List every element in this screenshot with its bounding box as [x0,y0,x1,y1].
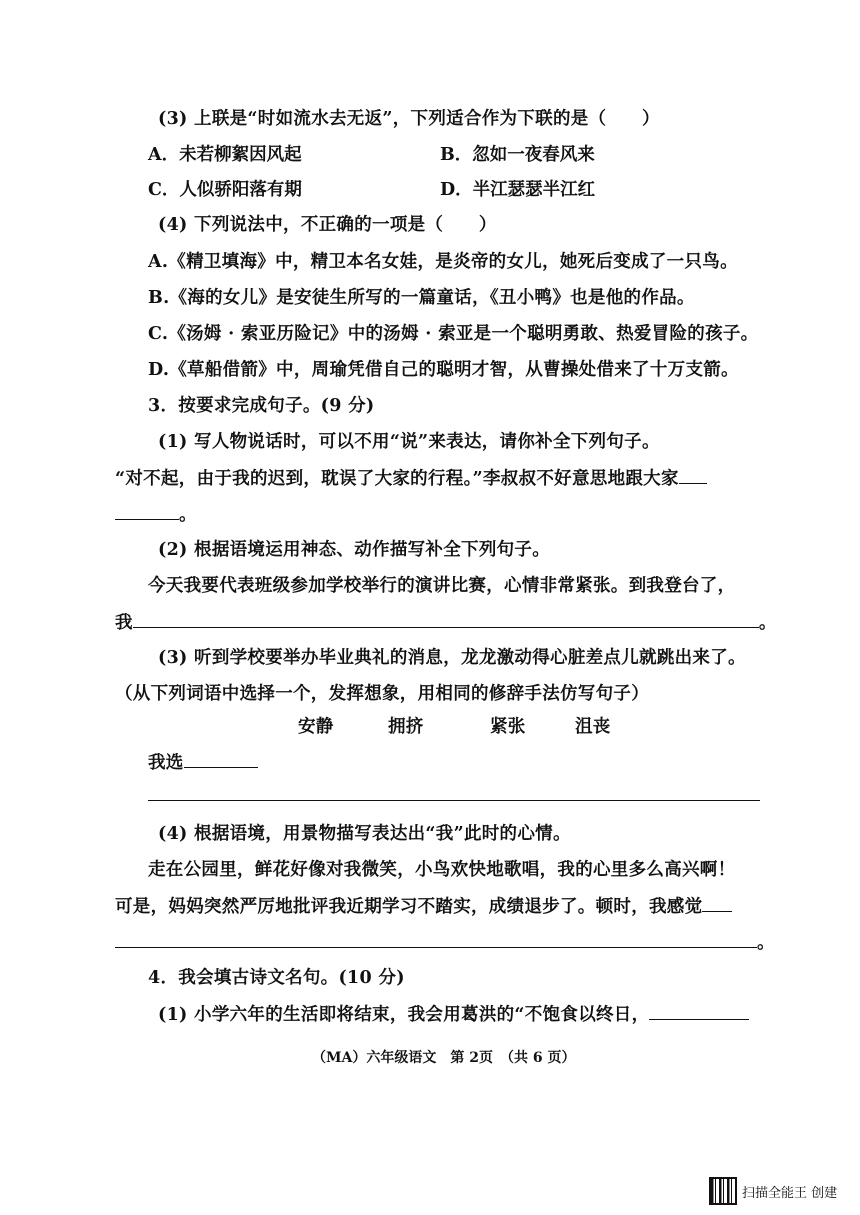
answer-blank[interactable] [679,466,707,484]
choose-label: 我选 [148,753,184,773]
answer-blank[interactable] [702,894,732,912]
question-3-4-text-2 [115,894,732,919]
sentence-text: “对不起，由于我的迟到，耽误了大家的行程。”李叔叔不好意思地跟大家 [115,469,679,489]
question-3-4-answer [115,930,775,955]
word-choice: 安静 [298,717,334,737]
period: 。 [758,613,777,633]
question-3-4-stem: (4) 根据语境，用景物描写表达出“我”此时的心情。 [158,824,571,844]
answer-blank[interactable] [133,610,759,628]
question-2-4-stem: (4) 下列说法中，不正确的一项是（ ） [158,215,497,235]
question-3-2-answer [115,610,777,635]
option-a: A．未若柳絮因风起 [148,145,302,165]
sentence-text: 可是，妈妈突然严厉地批评我近期学习不踏实，成绩退步了。顿时，我感觉 [115,897,703,917]
option-d: D．半江瑟瑟半江红 [440,180,596,200]
question-3-3-stem: (3) 听到学校要举办毕业典礼的消息，龙龙激动得心脏差点儿就跳出来了。 [158,648,746,668]
sentence-text: (1) 小学六年的生活即将结束，我会用葛洪的“不饱食以终日， [158,1005,650,1025]
question-3-1-text [115,466,707,491]
option-c: C.《汤姆 · 索亚历险记》中的汤姆 · 索亚是一个聪明勇敢、热爱冒险的孩子。 [148,324,759,344]
question-4-title: 4．我会填古诗文名句。(10 分) [148,968,405,988]
word-choice: 沮丧 [575,717,611,737]
option-a: A.《精卫填海》中，精卫本名女娃，是炎帝的女儿，她死后变成了一只鸟。 [148,252,738,272]
answer-prefix: 我 [115,613,133,633]
option-b: B．忽如一夜春风来 [440,145,595,165]
question-3-3-note: （从下列词语中选择一个，发挥想象，用相同的修辞手法仿写句子） [115,684,649,704]
question-4-1-text [158,1002,749,1027]
page-footer: （MA）六年级语文 第 2页 （共 6 页） [312,1050,576,1066]
question-3-2-text: 今天我要代表班级参加学校举行的演讲比赛，心情非常紧张。到我登台了， [148,576,736,596]
word-choice: 拥挤 [388,717,424,737]
question-3-4-text-1: 走在公园里，鲜花好像对我微笑，小鸟欢快地歌唱，我的心里多么高兴啊！ [148,860,736,880]
period: 。 [179,505,197,525]
word-choice: 紧张 [490,717,526,737]
question-3-1-continuation [115,502,197,527]
answer-blank[interactable] [649,1002,749,1020]
qr-code-icon [709,1177,737,1205]
answer-blank[interactable] [115,502,179,520]
answer-blank[interactable] [184,750,258,768]
option-d: D.《草船借箭》中，周瑜凭借自己的聪明才智，从曹操处借来了十万支箭。 [148,360,739,380]
option-b: B.《海的女儿》是安徒生所写的一篇童话，《丑小鸭》也是他的作品。 [148,288,695,308]
period: 。 [757,933,775,953]
question-3-1-stem: (1) 写人物说话时，可以不用“说”来表达，请你补全下列句子。 [158,432,660,452]
question-3-2-stem: (2) 根据语境运用神态、动作描写补全下列句子。 [158,540,551,560]
option-c: C．人似骄阳落有期 [148,180,302,200]
answer-line[interactable] [148,800,760,801]
question-3-title: 3．按要求完成句子。(9 分) [148,396,375,416]
question-3-3-choose [148,750,258,775]
scanner-watermark: 扫描全能王 创建 [742,1186,838,1201]
question-2-3-stem: (3) 上联是“时如流水去无返”，下列适合作为下联的是（ ） [158,109,660,129]
answer-blank[interactable] [115,930,757,948]
